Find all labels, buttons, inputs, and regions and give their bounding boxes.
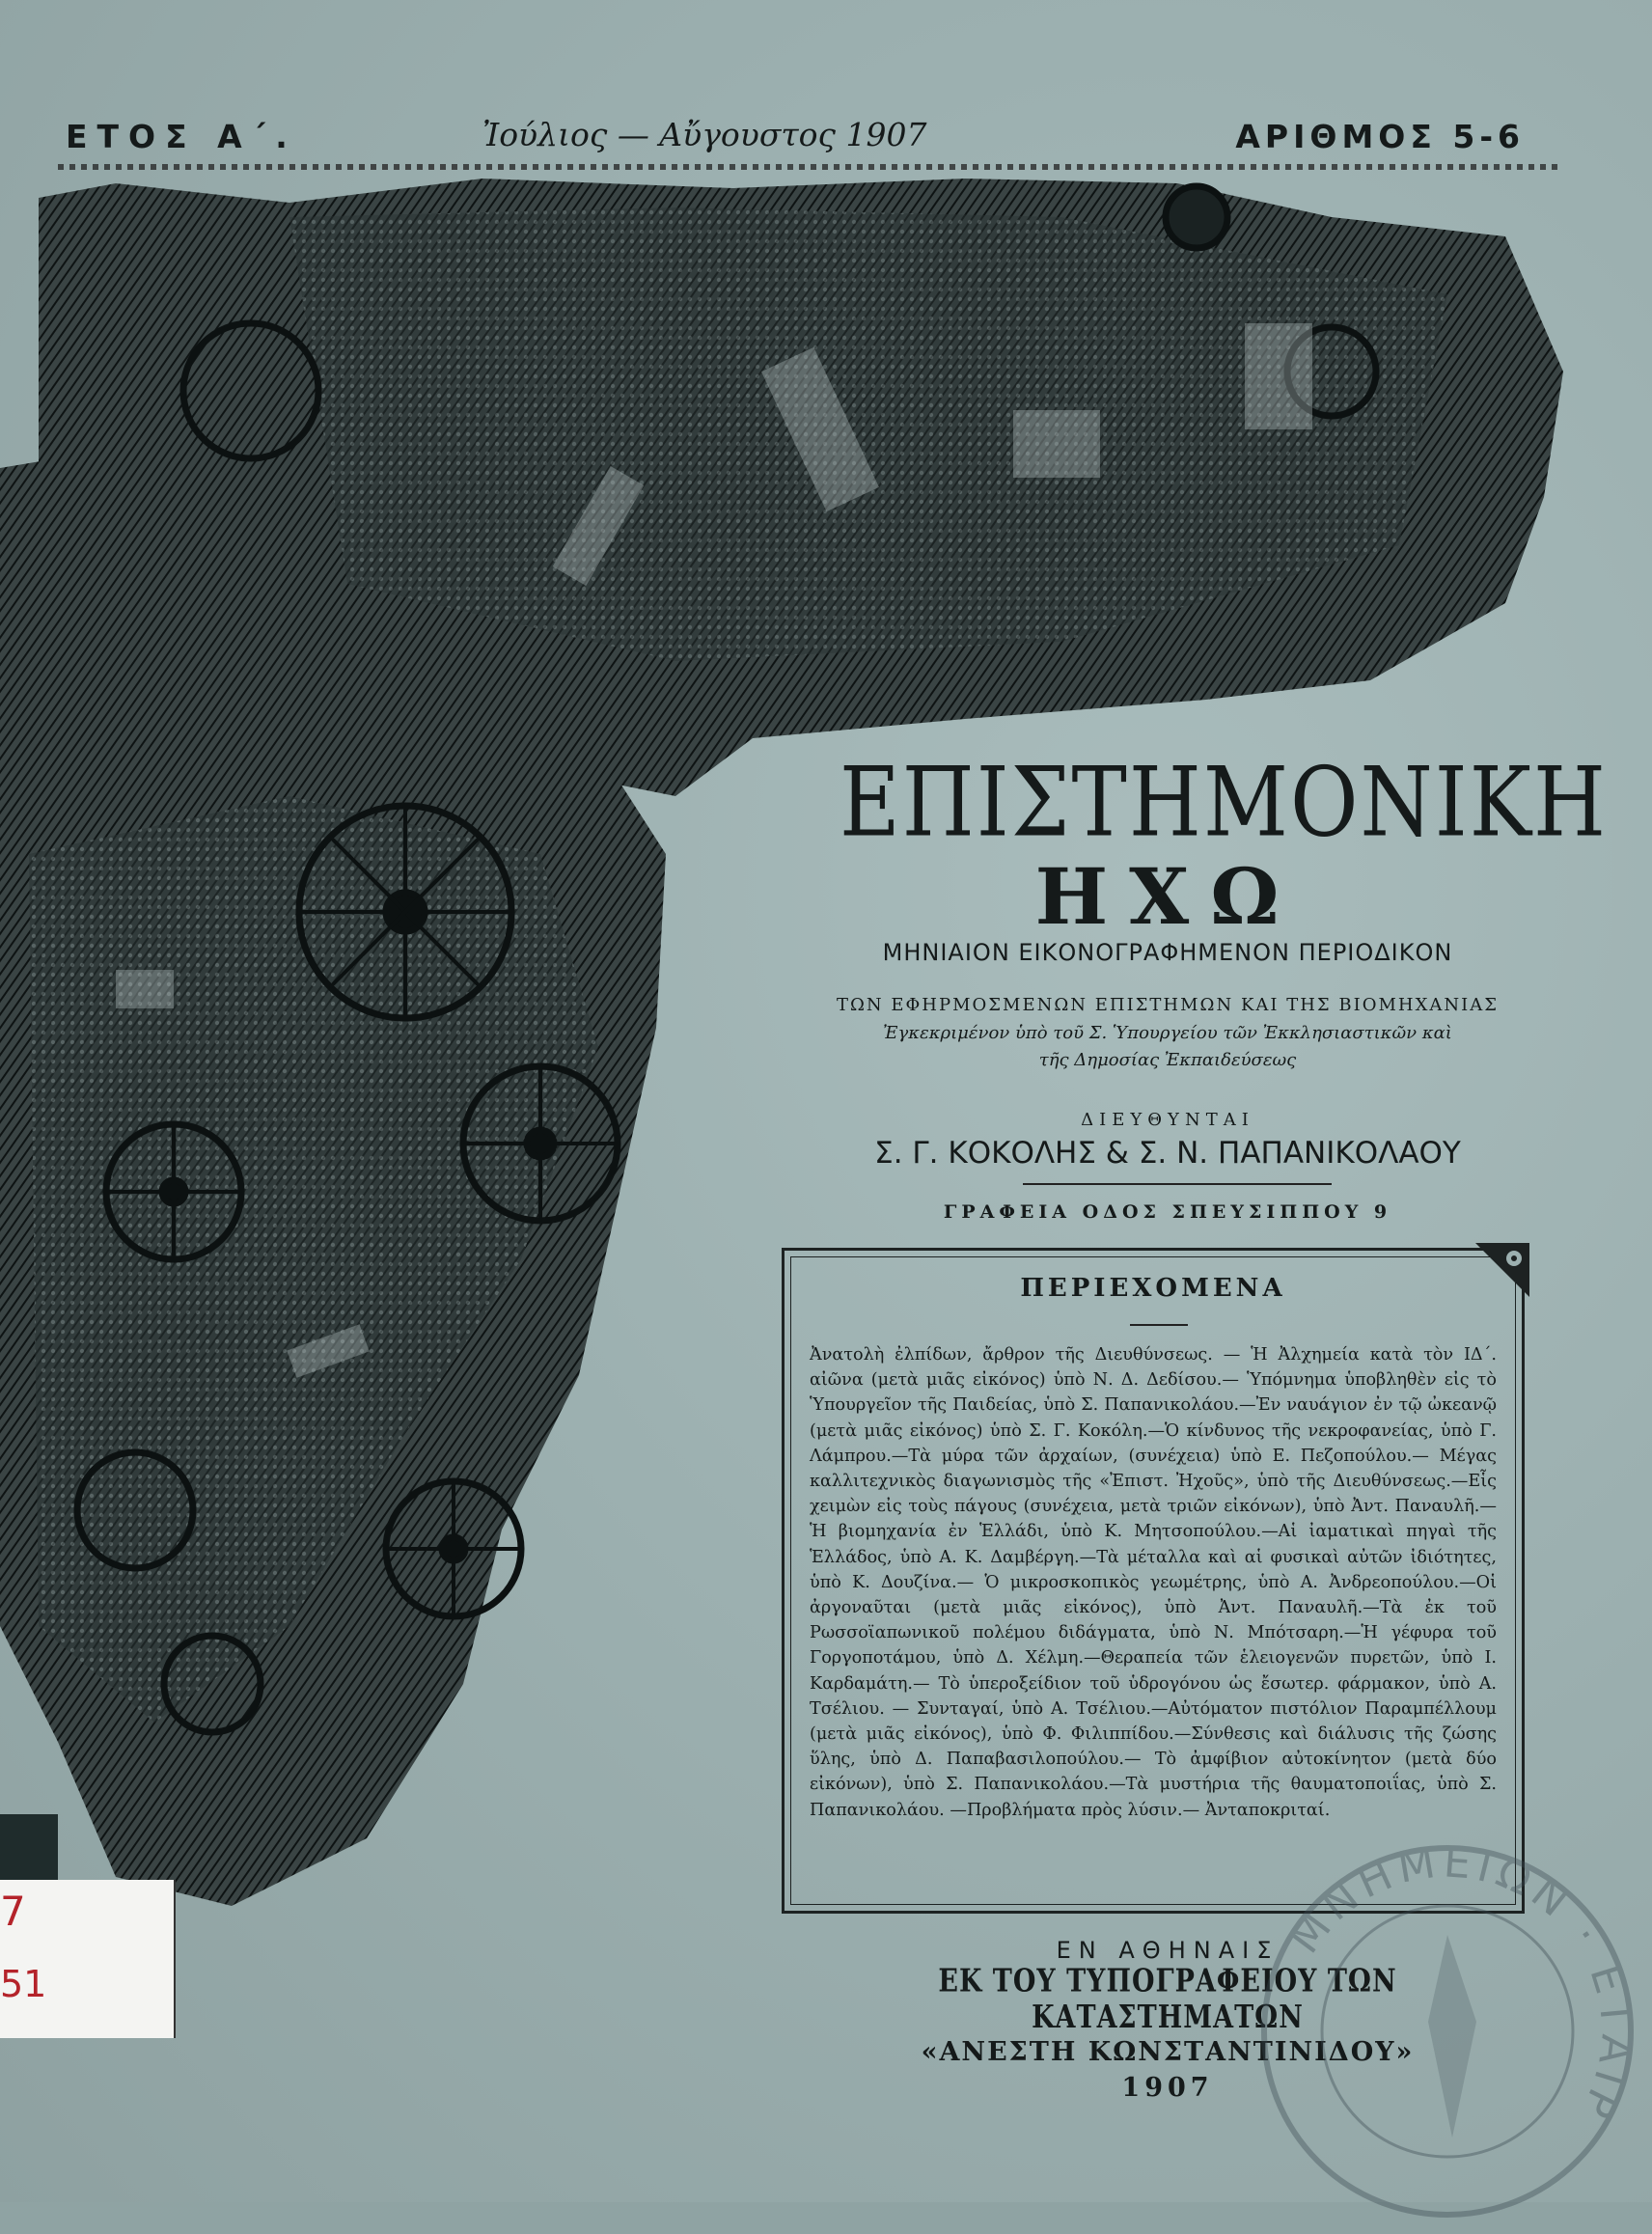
approval-line-1: Ἐγκεκριμένον ὑπὸ τοῦ Σ. Ὑπουργείου τῶν Ἐκκλησιαστικῶν καὶ [883, 1023, 1452, 1043]
library-stamp [1245, 1829, 1650, 2234]
magazine-name: ΗΧΩ [1034, 851, 1301, 942]
contents-paragraph: Ἀνατολὴ ἐλπίδων, ἄρθρον τῆς Διευθύνσεως. — Ἡ Ἀλχημεία κατὰ τὸν ΙΔ΄. αἰῶνα (μετὰ μιᾶς εἰκόνος) ὑπὸ Ν. Δ. Δεδίσου.— Ὑπόμνημα ὑποβληθὲν εἰς τὸ Ὑπουργεῖον τῆς Παιδείας, ὑπὸ Σ. Παπανικολάου.—Ἐν ναυάγιον ἐν τῷ ὠκεανῷ (μετὰ μιᾶς εἰκόνος) ὑπὸ Σ. Γ. Κοκόλη.—Ὁ κίνδυνος τῆς νεκροφανείας, ὑπὸ Γ. Λάμπρου.—Τὰ μύρα τῶν ἀρχαίων, (συνέχεια) ὑπὸ Ε. Πεζοπούλου.— Μέγας καλλιτεχνικὸς διαγωνισμὸς τῆς «Ἐπιστ. Ἠχοῦς», ὑπὸ τῆς Διευθύνσεως.—Εἷς χειμὼν εἰς τοὺς πάγους (συνέχεια, μετὰ τριῶν εἰκόνων), ὑπὸ Ἀντ. Παναυλῆ.— Ἡ βιομηχανία ἐν Ἑλλάδι, ὑπὸ Κ. Μητσοπούλου.—Αἱ ἰαματικαὶ πηγαὶ τῆς Ἑλλάδος, ὑπὸ Α. Κ. Δαμβέργη.—Τὰ μέταλλα καὶ αἱ φυσικαὶ αὐτῶν ἰδιότητες, ὑπὸ Κ. Δουζίνα.— Ὁ μικροσκοπικὸς γεωμέτρης, ὑπὸ Α. Ἀνδρεοπούλου.—Οἱ ἀργοναῦται (μετὰ μιᾶς εἰκόνος), ὑπὸ Ἀντ. Παναυλῆ.—Τὰ ἐκ τοῦ Ρωσσοϊαπωνικοῦ πολέμου διδάγματα, ὑπὸ Ν. Μπότσαρη.—Ἡ γέφυρα τοῦ Γοργοποτάμου, ὑπὸ Δ. Χέλμη.—Θεραπεία τῶν ἑλειογενῶν πυρετῶν, ὑπὸ Ι. Καρδαμάτη.— Τὸ ὑπεροξείδιον τοῦ ὑδρογόνου ὡς ἔσωτερ. φάρμακον, ὑπὸ Α. Τσέλιου. — Συνταγαί, ὑπὸ Α. Τσέλιου.—Αὐτόματον πιστόλιον Παραμπέλλουμ (μετὰ μιᾶς εἰκόνος), ὑπὸ Φ. Φιλιππίδου.—Σύνθεσις καὶ διάλυσις τῆς ζώσης ὕλης, ὑπὸ Δ. Παπαβασιλοπούλου.— Τὸ ἀμφίβιον αὐτοκίνητον (μετὰ δύο εἰκόνων), ὑπὸ Σ. Παπανικολάου.—Τὰ μυστήρια τῆς θαυματοποιΐας, ὑπὸ Σ. Παπανικολάου. —Προβλήματα πρὸς λύσιν.— Ἀνταποκριταί. [810, 1345, 1497, 1820]
directors-names: Σ. Γ. ΚΟΚΟΛΗΣ & Σ. Ν. ΠΑΠΑΝΙΚΟΛΑΟΥ [874, 1136, 1461, 1171]
cover-header [58, 114, 1563, 172]
magazine-subtitle: ΜΗΝΙΑΙΟΝ ΕΙΚΟΝΟΓΡΑΦΗΜΕΝΟΝ ΠΕΡΙΟΔΙΚΟΝ [882, 939, 1453, 966]
approval-line-2: τῆς Δημοσίας Ἐκπαιδεύσεως [1038, 1050, 1297, 1070]
magazine-scope: ΤΩΝ ΕΦΗΡΜΟΣΜΕΝΩΝ ΕΠΙΣΤΗΜΩΝ ΚΑΙ ΤΗΣ ΒΙΟΜΗΧΑΝΙΑΣ [837, 995, 1499, 1015]
library-shelf-label [0, 1880, 176, 2038]
directors-divider [1023, 1183, 1332, 1185]
contents-heading-divider [1130, 1324, 1188, 1326]
imprint-city: ΕΝ ΑΘΗΝΑΙΣ [1056, 1937, 1280, 1964]
imprint-year: 1907 [1121, 2073, 1214, 2103]
header-divider [58, 164, 1563, 170]
volume-year: ΕΤΟΣ Α΄. [66, 118, 297, 155]
shelf-mark-line-1: 7 [0, 1888, 26, 1935]
imprint-printer: ΕΚ ΤΟΥ ΤΥΠΟΓΡΑΦΕΙΟΥ ΤΩΝ ΚΑΤΑΣΤΗΜΑΤΩΝ [938, 1963, 1397, 2036]
issue-date: Ἰούλιος — Αὔγουστος 1907 [482, 116, 927, 153]
stamp-ring-text: ΜΝΗΜΕΙΩΝ · ΕΤΑΙΡ [1280, 1837, 1641, 2132]
office-address: ΓΡΑΦΕΙΑ ΟΔΟΣ ΣΠΕΥΣΙΠΠΟΥ 9 [943, 1201, 1392, 1223]
contents-box [782, 1248, 1525, 1914]
contents-heading: ΠΕΡΙΕΧΟΜΕΝΑ [1020, 1274, 1286, 1303]
binding-stub [0, 1814, 58, 1882]
shelf-mark-line-2: 51 [0, 1963, 47, 2005]
directors-label: ΔΙΕΥΘΥΝΤΑΙ [1081, 1110, 1254, 1130]
magazine-title: ΕΠΙΣΤΗΜΟΝΙΚΗ [840, 747, 1608, 859]
imprint-printer-name: «ΑΝΕΣΤΗ ΚΩΝΣΤΑΝΤΙΝΙΔΟΥ» [921, 2037, 1415, 2067]
contents-text [810, 1342, 1497, 1823]
issue-number: ΑΡΙΘΜΟΣ 5-6 [1235, 118, 1525, 155]
